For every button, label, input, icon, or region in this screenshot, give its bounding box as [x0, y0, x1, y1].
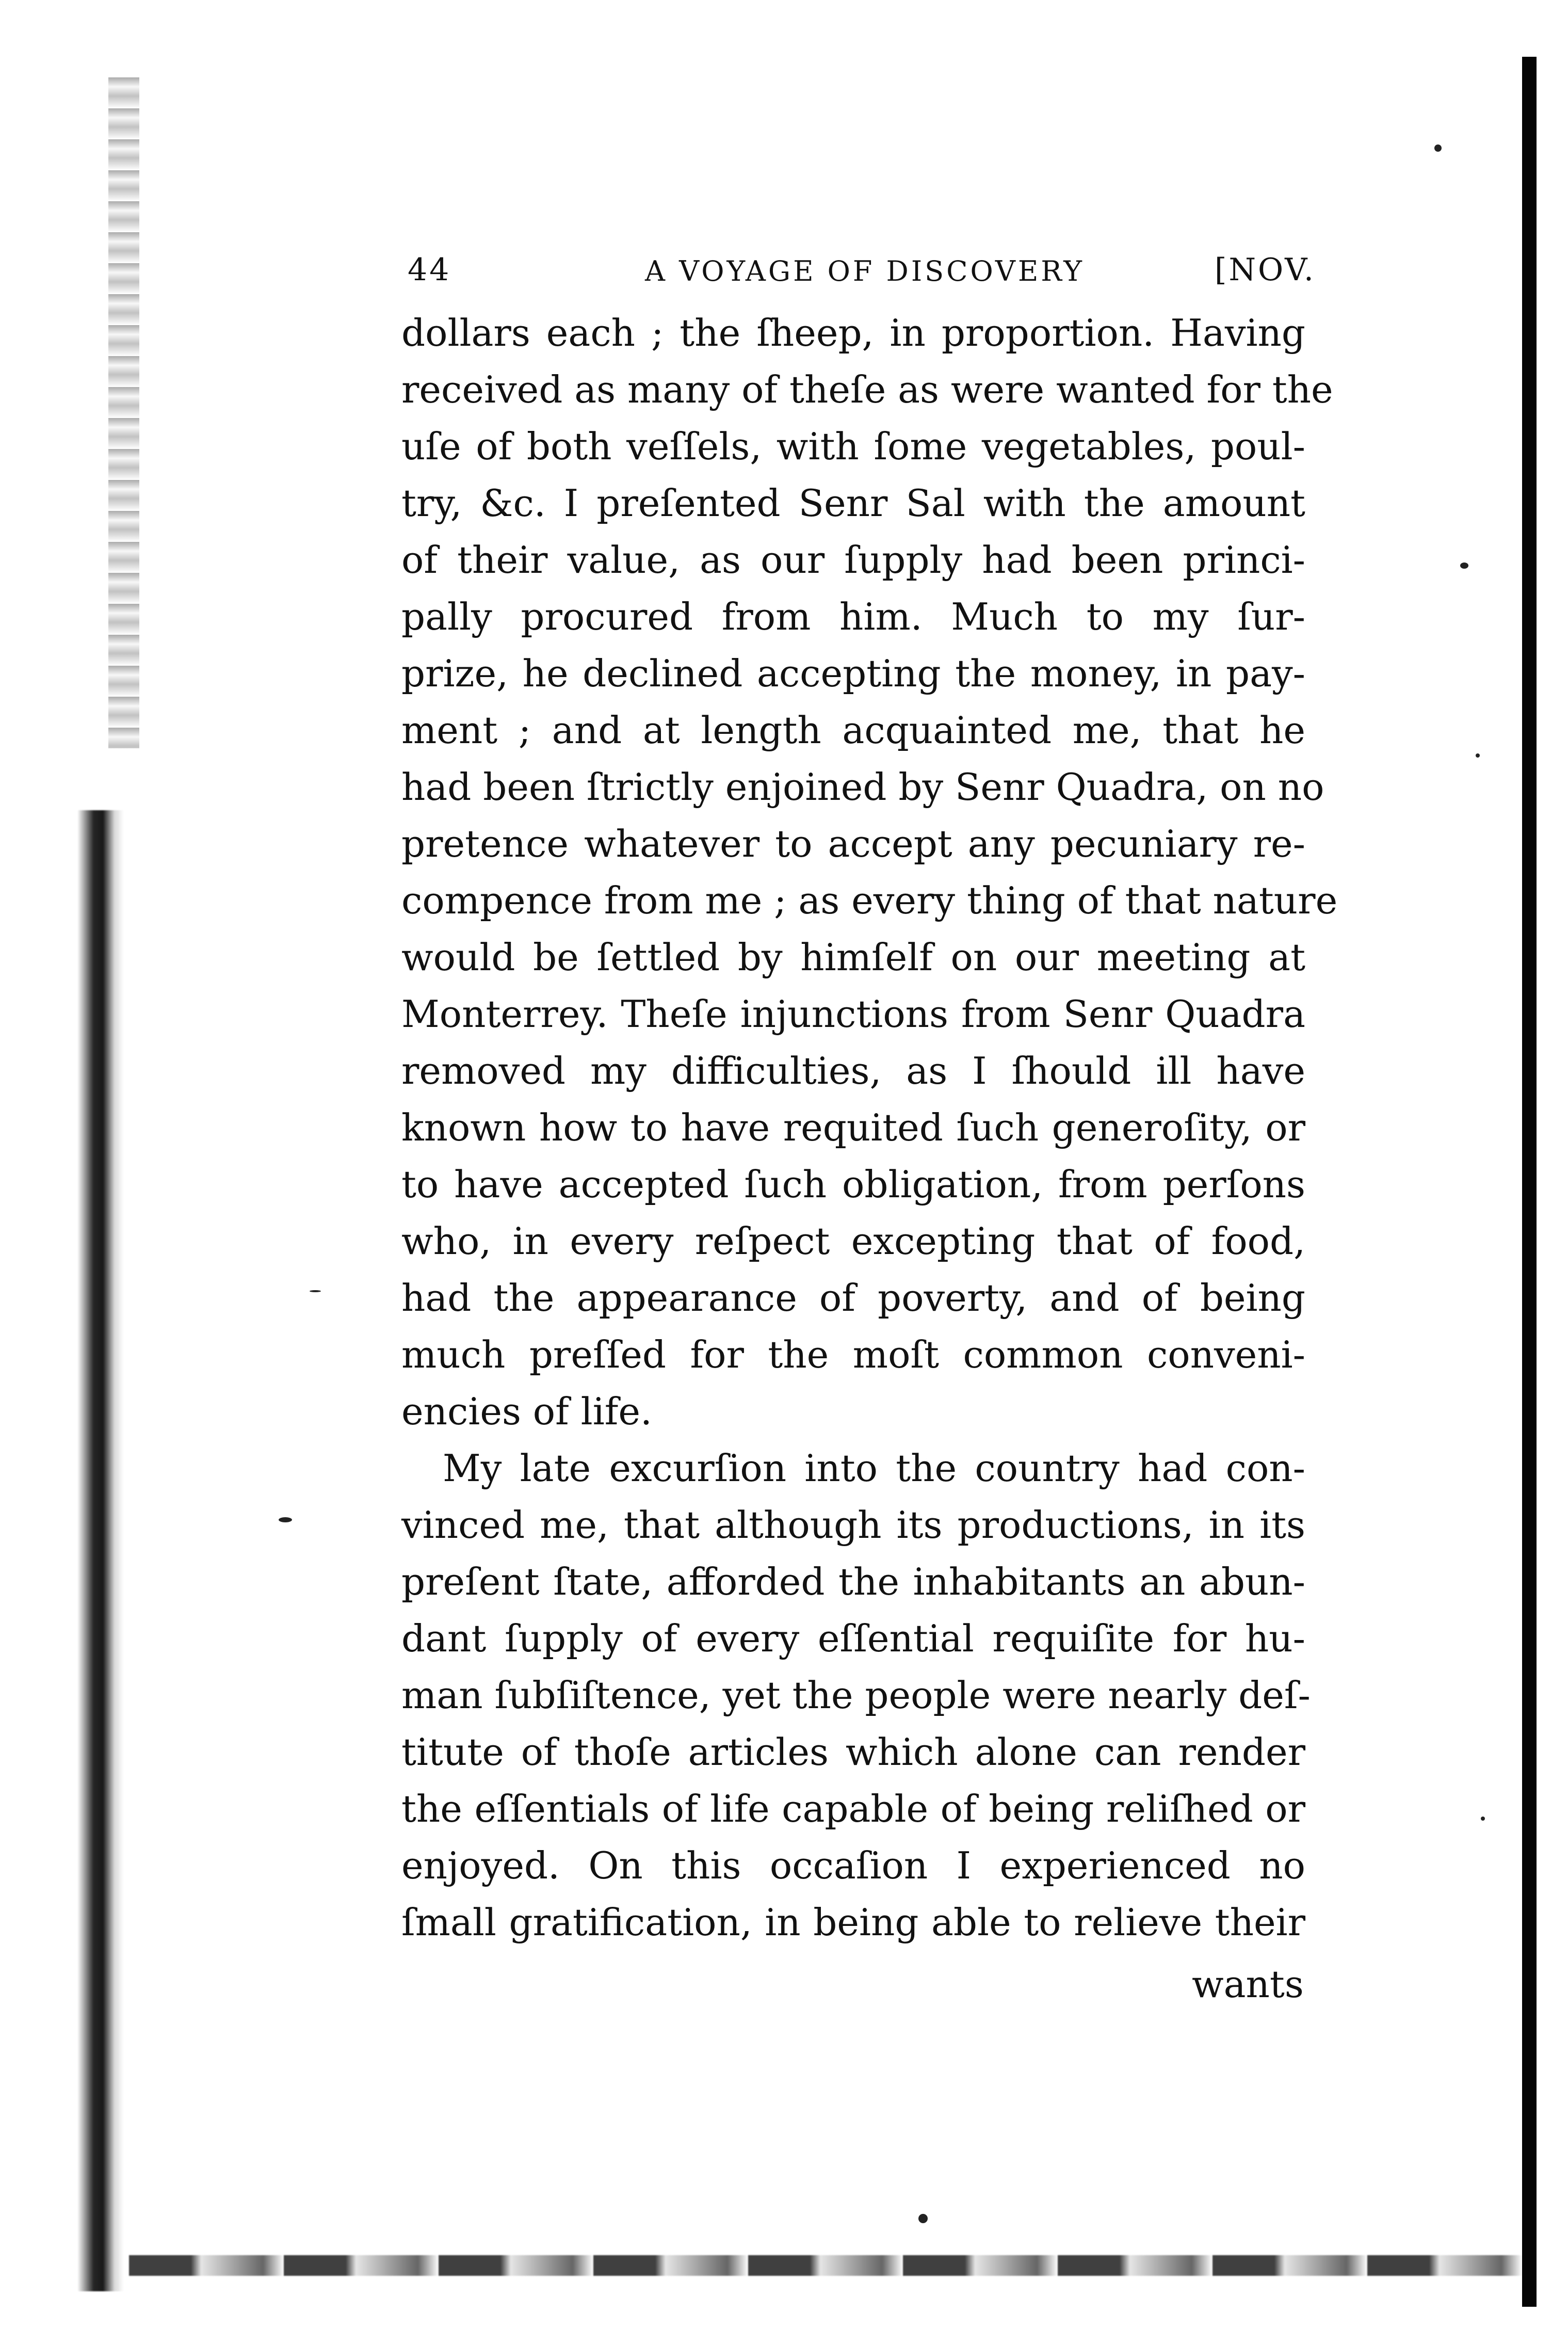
scan-artifact-bottom-edge [129, 2255, 1522, 2276]
text-line: try, &c. I preſented Senr Sal with the amount [401, 481, 1305, 525]
scan-artifact-binding-edge [77, 810, 124, 2291]
running-head [408, 252, 1316, 293]
scan-speck [279, 1517, 292, 1522]
text-line: My late excurſion into the country had con- [443, 1447, 1305, 1490]
text-line: titute of thoſe articles which alone can render [401, 1730, 1305, 1774]
running-head-month: [NOV. [1215, 252, 1316, 288]
scan-artifact-right-edge [1522, 57, 1537, 2307]
text-line: Monterrey. Theſe injunctions from Senr Quadra [401, 992, 1305, 1036]
text-line: vinced me, that although its productions, in its [401, 1503, 1305, 1547]
scan-artifact-binding-top [108, 77, 139, 748]
text-line: ſmall gratification, in being able to relieve their [401, 1901, 1305, 1944]
text-line: compence from me ; as every thing of that nature [401, 879, 1338, 922]
text-line: preſent ſtate, afforded the inhabitants an abun- [401, 1560, 1305, 1603]
page-number: 44 [408, 252, 451, 288]
scan-speck [1476, 753, 1480, 758]
text-line: dollars each ; the ſheep, in proportion. Having [401, 311, 1305, 355]
text-line: known how to have requited ſuch generoſity, or [401, 1106, 1305, 1149]
catchword: wants [1192, 1963, 1304, 2006]
scan-speck [1434, 144, 1442, 152]
scan-speck [1481, 1817, 1485, 1821]
text-line: who, in every reſpect excepting that of food, [401, 1219, 1305, 1263]
text-line: encies of life. [401, 1390, 652, 1433]
text-line: received as many of theſe as were wanted for the [401, 368, 1333, 411]
running-head-title: A VOYAGE OF DISCOVERY [645, 255, 1085, 287]
scan-speck [918, 2214, 928, 2223]
text-line: uſe of both veſſels, with ſome vegetables, poul- [401, 425, 1305, 468]
text-line: pretence whatever to accept any pecuniary re- [401, 822, 1305, 865]
text-line: ment ; and at length acquainted me, that he [401, 709, 1305, 752]
text-line: man ſubſiſtence, yet the people were nearly deſ- [401, 1674, 1311, 1717]
text-line: enjoyed. On this occaſion I experienced no [401, 1844, 1305, 1887]
text-line: dant ſupply of every eſſential requiſite for hu- [401, 1617, 1305, 1660]
scan-speck [1460, 563, 1468, 569]
text-line: the eſſentials of life capable of being reliſhed or [401, 1787, 1305, 1830]
text-line: prize, he declined accepting the money, in pay- [401, 652, 1305, 695]
text-line: much preſſed for the moſt common conveni- [401, 1333, 1305, 1376]
text-line: had the appearance of poverty, and of being [401, 1276, 1305, 1320]
text-line: removed my difficulties, as I ſhould ill have [401, 1049, 1305, 1092]
text-line: pally procured from him. Much to my ſur- [401, 595, 1305, 638]
scan-speck [310, 1290, 321, 1292]
text-line: to have accepted ſuch obligation, from perſons [401, 1163, 1305, 1206]
text-line: had been ſtrictly enjoined by Senr Quadra, on no [401, 765, 1324, 809]
text-line: of their value, as our ſupply had been princi- [401, 538, 1305, 582]
body-text [401, 304, 1338, 1951]
text-line: would be ſettled by himſelf on our meeting at [401, 936, 1305, 979]
